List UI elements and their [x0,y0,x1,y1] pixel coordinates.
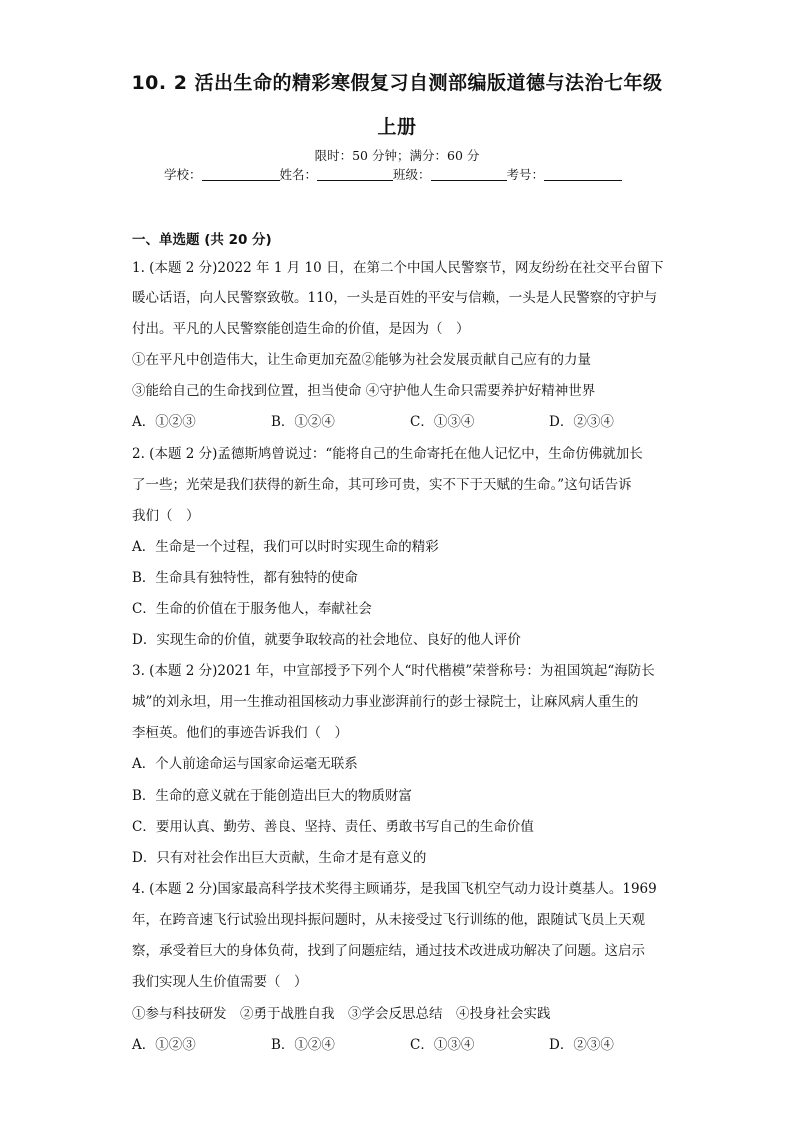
option-b: B．生命的意义就在于能创造出巨大的物质财富 [132,788,412,804]
option-d: D．②③④ [549,414,614,430]
question-line: ①在平凡中创造伟大，让生命更加充盈②能够为社会发展贡献自己应有的力量 [132,352,591,368]
option-c: C．①③④ [410,414,475,430]
id-blank [544,168,622,181]
option-b: B．生命具有独特性，都有独特的使命 [132,570,358,586]
class-label: 班级： [393,167,431,182]
question-line: 我们实现人生价值需要（ ） [132,974,308,990]
option-c: C．生命的价值在于服务他人，奉献社会 [132,601,372,617]
class-blank [431,168,507,181]
option-b: B．①②④ [271,414,335,430]
time-score-limits: 限时：50 分钟；满分：60 分 [314,148,480,163]
question-line: 我们（ ） [132,508,200,524]
question-line: 付出。平凡的人民警察能创造生命的价值，是因为（ ） [132,321,470,337]
question-line: ①参与科技研发 ②勇于战胜自我 ③学会反思总结 ④投身社会实践 [132,1006,551,1022]
option-b: B．①②④ [271,1037,335,1053]
page-title-line2: 上册 [377,116,417,138]
question-line: 察，承受着巨大的身体负荷，找到了问题症结，通过技术改进成功解决了问题。这启示 [132,943,645,959]
option-a: A．生命是一个过程，我们可以时时实现生命的精彩 [132,539,439,555]
question-line: ③能给自己的生命找到位置，担当使命 ④守护他人生命只需要养护好精神世界 [132,383,596,399]
question-line: 3. (本题 2 分)2021 年，中宣部授予下列个人“时代楷模”荣誉称号：为祖国筑起“海防长 [132,663,655,679]
option-a: A．个人前途命运与国家命运毫无联系 [132,756,358,772]
option-a: A．①②③ [132,414,196,430]
option-d: D．实现生命的价值，就要争取较高的社会地位、良好的他人评价 [132,632,521,648]
option-c: C．①③④ [410,1037,475,1053]
question-line: 1. (本题 2 分)2022 年 1 月 10 日，在第二个中国人民警察节，网友纷纷在社交平台留下 [132,260,664,276]
question-line: 年，在跨音速飞行试验出现抖振问题时，从未接受过飞行训练的他，跟随试飞员上天观 [132,912,645,928]
page-title: 10. 2 活出生命的精彩寒假复习自测部编版道德与法治七年级 [131,72,663,94]
school-label: 学校： [164,167,202,182]
option-a: A．①②③ [132,1037,196,1053]
id-label: 考号： [506,167,545,182]
option-d: D．只有对社会作出巨大贡献，生命才是有意义的 [132,850,427,866]
question-line: 暖心话语，向人民警察致敬。110，一头是百姓的平安与信赖，一头是人民警察的守护与 [132,290,658,306]
name-blank [317,168,393,181]
name-label: 姓名： [279,167,318,182]
option-d: D．②③④ [549,1037,614,1053]
question-line: 了一些；光荣是我们获得的新生命，其可珍可贵，实不下于天赋的生命。”这句话告诉 [132,477,632,493]
question-line: 李桓英。他们的事迹告诉我们（ ） [132,725,348,741]
question-line: 城”的刘永坦，用一生推动祖国核动力事业澎湃前行的彭士禄院士，让麻风病人重生的 [132,694,639,710]
section-title: 一、单选题 (共 20 分) [132,232,272,248]
question-line: 2. (本题 2 分)孟德斯鸠曾说过：“能将自己的生命寄托在他人记忆中，生命仿佛就加长 [132,446,643,462]
school-blank [202,168,280,181]
student-info-row [164,165,622,183]
question-line: 4. (本题 2 分)国家最高科学技术奖得主顾诵芬，是我国飞机空气动力设计奠基人。1969 [132,881,657,897]
option-c: C．要用认真、勤劳、善良、坚持、责任、勇敢书写自己的生命价值 [132,819,534,835]
